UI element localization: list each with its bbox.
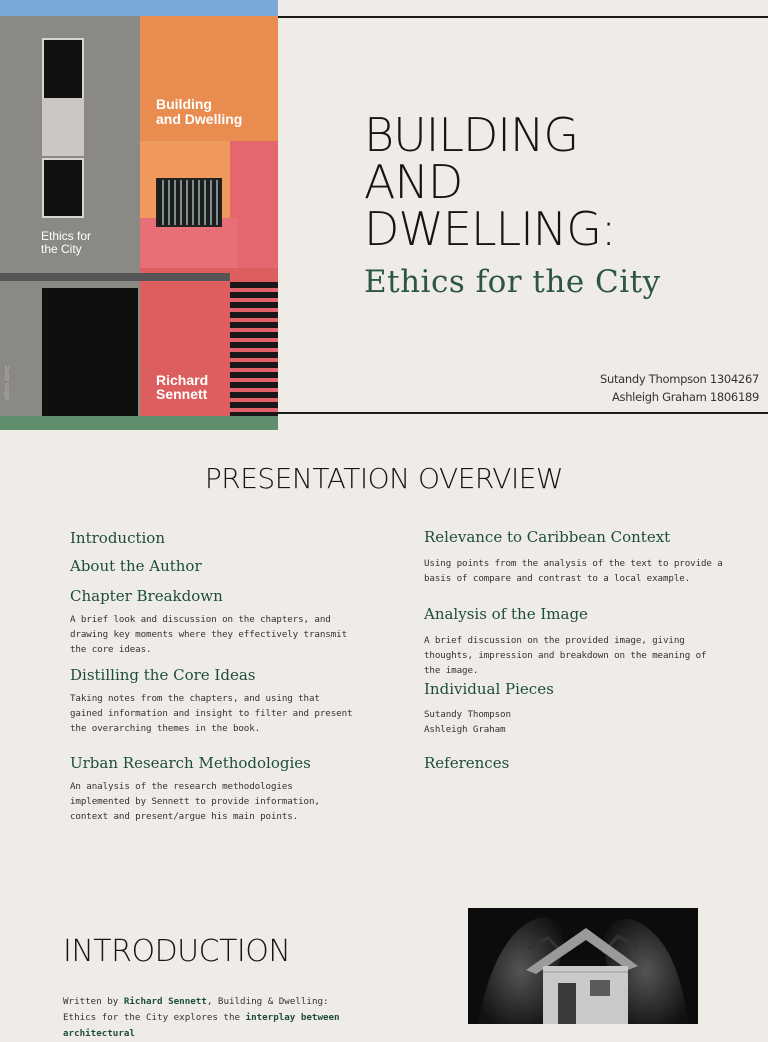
cover-doorway <box>42 288 138 416</box>
overview-heading-individual-pieces: Individual Pieces <box>424 680 554 698</box>
book-cover <box>0 0 278 430</box>
cover-publisher: allen lane <box>3 365 11 400</box>
overview-heading-introduction: Introduction <box>70 529 165 547</box>
author-credits <box>600 370 759 406</box>
overview-heading-core-ideas: Distilling the Core Ideas <box>70 666 256 684</box>
introduction-title: INTRODUCTION <box>63 934 291 969</box>
overview-text-research-methods: An analysis of the research methodologies implemented by Sennett to provide information, context and present/argue his main points. <box>70 781 320 822</box>
intro-text-a: Written by <box>63 996 124 1007</box>
cover-subtitle: Ethics for the City <box>41 229 92 256</box>
bottom-rule <box>278 412 768 414</box>
cover-window-grille <box>156 178 222 227</box>
overview-heading-caribbean: Relevance to Caribbean Context <box>424 528 671 546</box>
main-subtitle: Ethics for the City <box>364 264 661 300</box>
intro-emphasis: interplay between architectural <box>63 1012 340 1039</box>
cover-window-top <box>42 38 84 100</box>
intro-text-b: , Building & Dwelling: Ethics for the City explores the <box>63 996 329 1023</box>
overview-heading-about-author: About the Author <box>70 557 202 575</box>
house-photo-illustration <box>468 908 698 1024</box>
intro-author: Richard Sennett <box>123 996 207 1007</box>
cover-title: Building and Dwelling <box>156 96 243 127</box>
overview-text-core-ideas: Taking notes from the chapters, and using that gained information and insight to filter and present the overarching themes in the book. <box>70 693 353 734</box>
overview-text-individual-pieces: Sutandy Thompson Ashleigh Graham <box>424 709 511 735</box>
top-rule <box>278 16 768 18</box>
author-credit-1: Sutandy Thompson 1304267 <box>599 372 759 386</box>
hands-holding-house-photo <box>468 908 698 1024</box>
overview-text-image-analysis: A brief discussion on the provided image, giving thoughts, impression and breakdown on the meaning of the image. <box>424 635 707 676</box>
cover-sky <box>0 0 278 16</box>
cover-panel <box>42 98 84 156</box>
cover-ground <box>0 416 278 430</box>
overview-text-chapter-breakdown: A brief look and discussion on the chapters, and drawing key moments where they effectively transmit the core ideas. <box>70 614 347 655</box>
author-credit-2: Ashleigh Graham 1806189 <box>611 390 759 404</box>
cover-author: Richard Sennett <box>156 372 209 402</box>
overview-title: PRESENTATION OVERVIEW <box>204 462 564 495</box>
overview-heading-image-analysis: Analysis of the Image <box>424 605 588 623</box>
overview-heading-research-methods: Urban Research Methodologies <box>70 754 311 772</box>
cover-stairs <box>230 282 278 416</box>
overview-heading-chapter-breakdown: Chapter Breakdown <box>70 587 223 605</box>
cover-ledge <box>0 273 230 281</box>
introduction-text <box>63 994 363 1042</box>
cover-window-middle <box>42 158 84 218</box>
overview-text-caribbean: Using points from the analysis of the text to provide a basis of compare and contrast to a local example. <box>424 558 723 584</box>
overview-heading-references: References <box>424 754 510 772</box>
main-title: BUILDING AND DWELLING: <box>364 108 616 256</box>
